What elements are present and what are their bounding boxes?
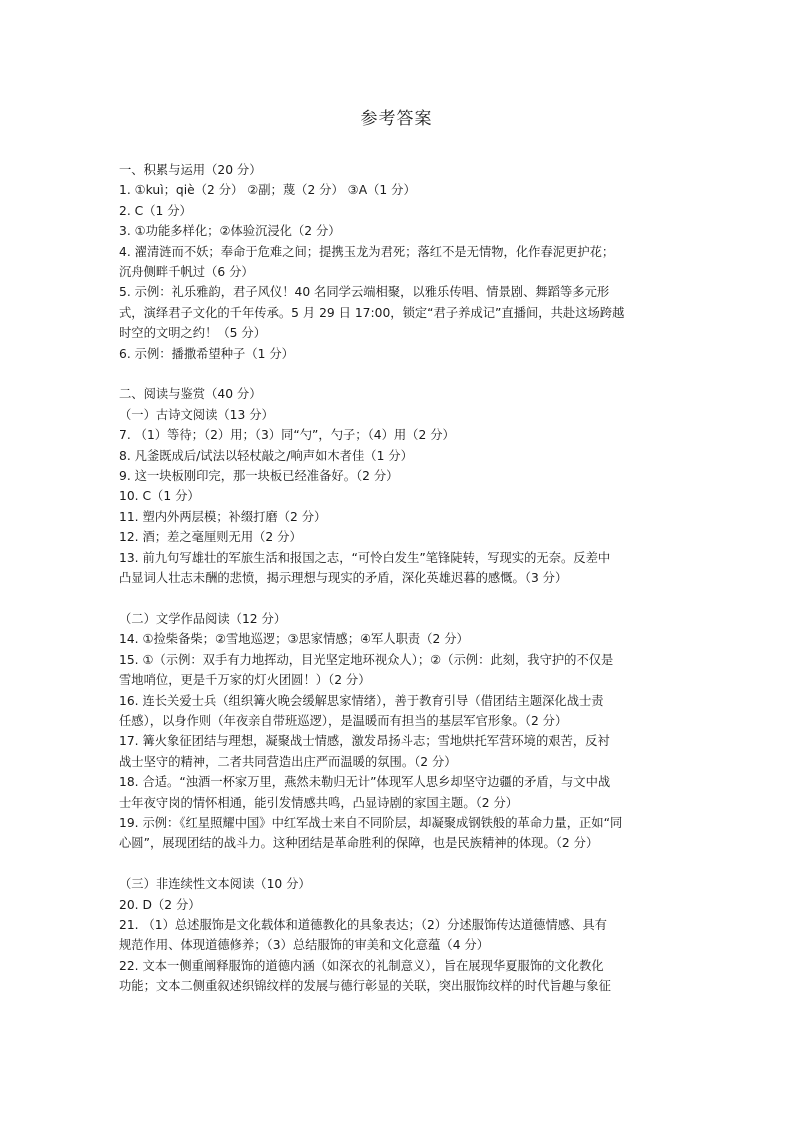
answer-line: 15. ①（示例：双手有力地挥动，目光坚定地环视众人）；②（示例：此刻，我守护的不仅是	[119, 652, 614, 667]
answer-line: 22. 文本一侧重阐释服饰的道德内涵（如深衣的礼制意义），旨在展现华夏服饰的文化教化	[119, 958, 604, 973]
answer-line: 雪地哨位，更是千万家的灯火团圆！）（2 分）	[119, 673, 371, 688]
answer-content	[119, 160, 679, 997]
answer-line: 沉舟侧畔千帆过（6 分）	[119, 265, 254, 280]
answer-line: 士年夜守岗的情怀相通，能引发情感共鸣，凸显诗剧的家国主题。（2 分）	[119, 795, 519, 810]
answer-line: 功能；文本二侧重叙述织锦纹样的发展与德行彰显的关联，突出服饰纹样的时代旨趣与象征	[119, 979, 611, 994]
answer-line: 10. C（1 分）	[119, 489, 200, 504]
answer-line: 心圆”，展现团结的战斗力。这种团结是革命胜利的保障，也是民族精神的体现。（2 分）	[119, 836, 599, 851]
answer-line: 18. 合适。“浊酒一杯家万里，燕然未勒归无计”体现军人思乡却坚守边疆的矛盾，与文中战	[119, 775, 611, 790]
answer-line: 7. （1）等待；（2）用；（3）同“勺”，勺子；（4）用（2 分）	[119, 428, 455, 443]
answer-line: 任感），以身作则（年夜亲自带班巡逻），是温暖而有担当的基层军官形象。（2 分）	[119, 713, 568, 728]
answer-line: 11. 塑内外两层模；补缀打磨（2 分）	[119, 509, 327, 524]
answer-line: 17. 篝火象征团结与理想，凝聚战士情感，激发昂扬斗志；雪地烘托军营环境的艰苦，反衬	[119, 734, 610, 749]
answer-line: 5. 示例：礼乐雅韵，君子风仪！40 名同学云端相聚，以雅乐传唱、情景剧、舞蹈等多元形	[119, 285, 610, 300]
answer-line: 3. ①功能多样化；②体验沉浸化（2 分）	[119, 224, 341, 239]
blank-line	[119, 589, 679, 609]
answer-line: 战士坚守的精神，二者共同营造出庄严而温暖的氛围。（2 分）	[119, 754, 457, 769]
answer-line: （二）文学作品阅读（12 分）	[119, 611, 287, 626]
answer-line: 规范作用、体现道德修养；（3）总结服饰的审美和文化意蕴（4 分）	[119, 938, 490, 953]
answer-line: 19. 示例：《红星照耀中国》中红军战士来自不同阶层，却凝聚成钢铁般的革命力量，正如“同	[119, 815, 623, 830]
answer-line: 16. 连长关爱士兵（组织篝火晚会缓解思家情绪），善于教育引导（借团结主题深化战士责	[119, 693, 604, 708]
answer-line: 20. D（2 分）	[119, 897, 201, 912]
answer-line: 一、积累与运用（20 分）	[119, 163, 262, 177]
answer-line: 4. 濯清涟而不妖；奉命于危难之间；提携玉龙为君死；落红不是无情物，化作春泥更护花；	[119, 244, 615, 259]
answer-line: 二、阅读与鉴赏（40 分）	[119, 387, 262, 402]
answer-line: 21. （1）总述服饰是文化载体和道德教化的具象表达；（2）分述服饰传达道德情感、具有	[119, 917, 607, 932]
answer-line: 12. 酒；差之毫厘则无用（2 分）	[119, 530, 302, 545]
blank-line	[119, 854, 679, 874]
page-title: 参考答案	[360, 109, 433, 129]
answer-line: 式，演绎君子文化的千年传承。5 月 29 日 17:00，锁定“君子养成记”直播间，共赴这场跨越	[119, 305, 625, 320]
answer-line: 6. 示例：播撒希望种子（1 分）	[119, 346, 294, 361]
answer-line: 14. ①捡柴备柴；②雪地巡逻；③思家情感；④军人职责（2 分）	[119, 632, 469, 647]
answer-line: （一）古诗文阅读（13 分）	[119, 407, 274, 422]
answer-line: 13. 前九句写雄壮的军旅生活和报国之志，“可怜白发生”笔锋陡转，写现实的无奈。反差中	[119, 550, 611, 565]
answer-line: 9. 这一块板刚印完，那一块板已经准备好。（2 分）	[119, 469, 399, 484]
answer-line: 8. 凡釜既成后/试法以轻杖敲之/响声如木者佳（1 分）	[119, 448, 413, 463]
answer-line: 时空的文明之约！（5 分）	[119, 326, 266, 341]
answer-line: 凸显词人壮志未酬的悲愤，揭示理想与现实的矛盾，深化英雄迟暮的感慨。（3 分）	[119, 571, 568, 586]
answer-line: 2. C（1 分）	[119, 203, 192, 218]
blank-line	[119, 364, 679, 384]
answer-line: （三）非连续性文本阅读（10 分）	[119, 877, 311, 892]
answer-line: 1. ①kuì；qiè（2 分） ②副；蔑（2 分） ③A（1 分）	[119, 183, 416, 198]
